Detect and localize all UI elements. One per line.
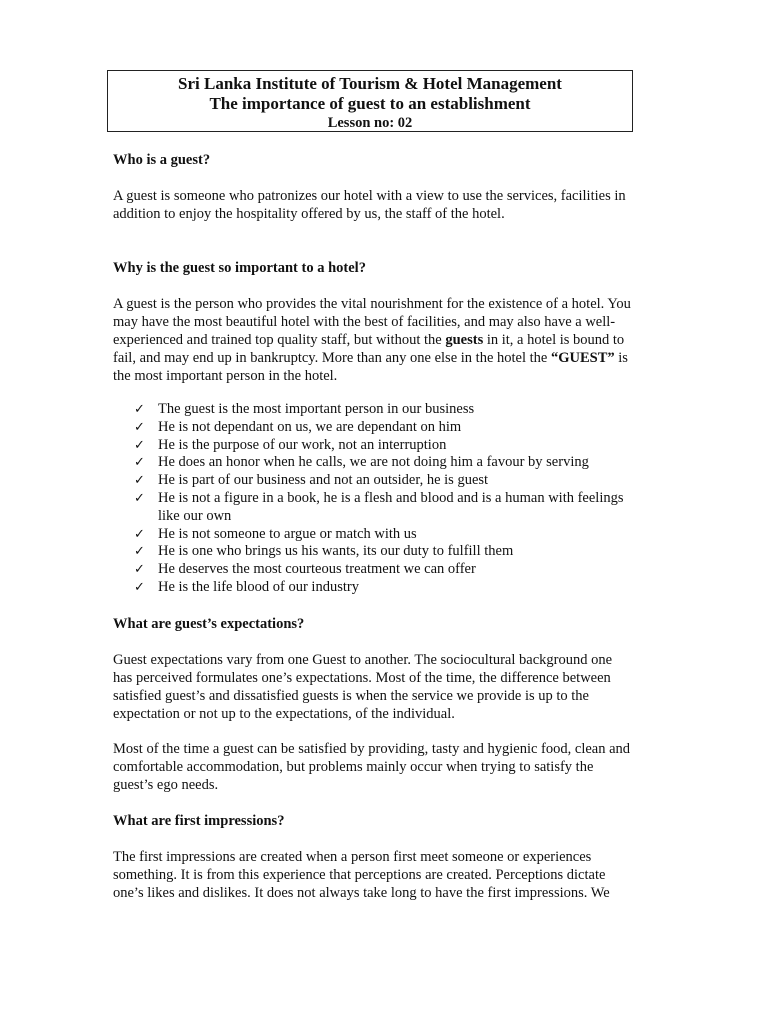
list-item-text: The guest is the most important person in our business bbox=[158, 401, 475, 417]
text-line: guest’s ego needs. bbox=[113, 777, 219, 793]
lesson-subject: The importance of guest to an establishment bbox=[209, 94, 531, 113]
text-line: A guest is the person who provides the vital nourishment for the existence of a hotel. You bbox=[113, 296, 631, 312]
list-item bbox=[134, 561, 654, 579]
list-item bbox=[134, 454, 654, 472]
list-item bbox=[134, 472, 654, 490]
heading-who-is-guest: Who is a guest? bbox=[113, 152, 211, 168]
check-icon: ✓ bbox=[134, 526, 145, 542]
list-item-text: He does an honor when he calls, we are not doing him a favour by serving bbox=[158, 454, 589, 471]
list-item bbox=[134, 579, 654, 597]
check-icon: ✓ bbox=[134, 490, 145, 506]
check-icon: ✓ bbox=[134, 544, 145, 560]
text-line: A guest is someone who patronizes our hotel with a view to use the services, facilities in bbox=[113, 188, 626, 204]
list-item-text: He is part of our business and not an outsider, he is guest bbox=[158, 472, 489, 489]
list-item bbox=[134, 526, 654, 544]
list-item bbox=[134, 437, 654, 455]
list-item-text: He is the life blood of our industry bbox=[158, 578, 359, 595]
list-item-text: He deserves the most courteous treatment we can offer bbox=[158, 561, 476, 578]
list-item bbox=[134, 490, 654, 526]
text-line: may have the most beautiful hotel with the best of facilities, and may also have a well- bbox=[113, 314, 616, 330]
guest-importance-checklist bbox=[134, 401, 654, 597]
list-item-text: He is the purpose of our work, not an interruption bbox=[158, 436, 447, 453]
list-item-text: He is not someone to argue or match with us bbox=[158, 525, 417, 542]
title-box bbox=[107, 70, 633, 132]
text-line: The first impressions are created when a person first meet someone or experiences bbox=[113, 849, 592, 865]
check-icon: ✓ bbox=[134, 562, 145, 578]
text-line bbox=[113, 331, 661, 349]
text-line: the most important person in the hotel. bbox=[113, 368, 338, 384]
text-run: is bbox=[614, 350, 628, 366]
list-item bbox=[134, 401, 654, 419]
paragraph-why-important bbox=[113, 295, 661, 385]
paragraph-expectations-2 bbox=[113, 740, 661, 794]
text-run: in it, a hotel is bound to bbox=[483, 332, 625, 348]
text-line: Guest expectations vary from one Guest to another. The sociocultural background one bbox=[113, 652, 613, 668]
check-icon: ✓ bbox=[134, 473, 145, 489]
heading-why-important: Why is the guest so important to a hotel? bbox=[113, 260, 366, 276]
check-icon: ✓ bbox=[134, 437, 145, 453]
list-item bbox=[134, 543, 654, 561]
lesson-number: Lesson no: 02 bbox=[327, 115, 413, 131]
text-line: something. It is from this experience that perceptions are created. Perceptions dictate bbox=[113, 867, 606, 883]
institute-title: Sri Lanka Institute of Tourism & Hotel Management bbox=[178, 74, 562, 93]
list-item bbox=[134, 419, 654, 437]
paragraph-expectations-1 bbox=[113, 651, 661, 723]
bold-guest-quote: “GUEST” bbox=[550, 350, 615, 366]
heading-expectations: What are guest’s expectations? bbox=[113, 616, 305, 632]
check-icon: ✓ bbox=[134, 419, 145, 435]
text-run: fail, and may end up in bankruptcy. More than any one else in the hotel the bbox=[113, 350, 551, 366]
text-line: Most of the time a guest can be satisfied by providing, tasty and hygienic food, clean and bbox=[113, 741, 631, 757]
list-item-text: He is not a figure in a book, he is a flesh and blood and is a human with feelings bbox=[158, 489, 624, 506]
list-item-continuation: like our own bbox=[158, 507, 232, 524]
text-line bbox=[113, 349, 661, 367]
heading-first-impressions: What are first impressions? bbox=[113, 813, 285, 829]
paragraph-who-is-guest bbox=[113, 187, 661, 223]
bold-guests: guests bbox=[445, 332, 484, 348]
check-icon: ✓ bbox=[134, 579, 145, 595]
text-run: experienced and trained top quality staff, but without the bbox=[113, 332, 446, 348]
text-line: satisfied guest’s and dissatisfied guests is when the service we provide is up to the bbox=[113, 688, 589, 704]
text-line: expectation or not up to the expectations, of the individual. bbox=[113, 706, 455, 722]
check-icon: ✓ bbox=[134, 455, 145, 471]
text-line: one’s likes and dislikes. It does not always take long to have the first impressions. We bbox=[113, 885, 610, 901]
text-line: addition to enjoy the hospitality offered by us, the staff of the hotel. bbox=[113, 206, 505, 222]
list-item-text: He is not dependant on us, we are dependant on him bbox=[158, 418, 462, 435]
check-icon: ✓ bbox=[134, 402, 145, 417]
list-item-text: He is one who brings us his wants, its our duty to fulfill them bbox=[158, 543, 514, 560]
text-line: comfortable accommodation, but problems mainly occur when trying to satisfy the bbox=[113, 759, 594, 775]
paragraph-first-impressions bbox=[113, 848, 661, 902]
text-line: has perceived formulates one’s expectations. Most of the time, the difference between bbox=[113, 670, 611, 686]
